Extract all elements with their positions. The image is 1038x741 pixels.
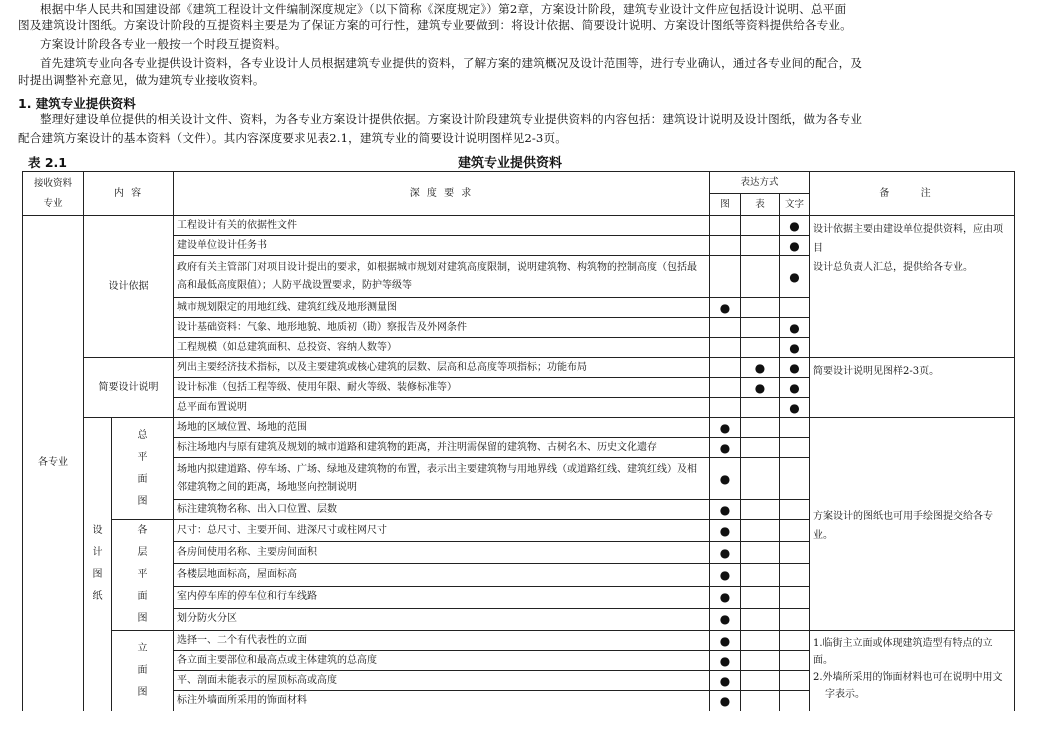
text-mark xyxy=(780,298,810,318)
text-mark xyxy=(780,542,810,564)
depth-cell: 划分防火分区 xyxy=(174,608,710,630)
drawing-mark xyxy=(710,236,741,256)
table-mark xyxy=(741,298,780,318)
depth-cell: 标注外墙面所采用的饰面材料 xyxy=(174,691,710,711)
remark-line: 字表示。 xyxy=(825,689,865,700)
table-row xyxy=(23,358,1015,378)
table-mark xyxy=(741,542,780,564)
drawing-mark: ● xyxy=(710,608,741,630)
remark-drawings xyxy=(810,418,1015,631)
table-mark: ● xyxy=(741,358,780,378)
requirements-table xyxy=(22,171,1015,711)
text-mark xyxy=(780,631,810,651)
table-mark xyxy=(741,586,780,608)
drawing-mark: ● xyxy=(710,631,741,651)
vertical-char: 面 xyxy=(137,473,148,485)
text-mark xyxy=(780,691,810,711)
text: 方案设计阶段各专业一般按一个时段互提资料。 xyxy=(40,37,287,51)
vertical-char: 面 xyxy=(137,664,148,676)
text-mark: ● xyxy=(780,256,810,298)
table-row xyxy=(23,216,1015,236)
depth-cell: 选择一、二个有代表性的立面 xyxy=(174,631,710,651)
table-mark xyxy=(741,608,780,630)
text-mark xyxy=(780,564,810,586)
drawing-mark: ● xyxy=(710,520,741,542)
vertical-char: 图 xyxy=(137,686,148,698)
table-mark: ● xyxy=(741,378,780,398)
table-row xyxy=(23,418,1015,438)
table-mark xyxy=(741,564,780,586)
paragraph-2-line-1 xyxy=(18,37,1026,53)
vertical-char: 平 xyxy=(137,569,148,580)
depth-cell: 总平面布置说明 xyxy=(174,398,710,418)
drawing-mark: ● xyxy=(710,542,741,564)
text-mark: ● xyxy=(780,378,810,398)
group-design-basis: 设计依据 xyxy=(84,216,174,358)
drawing-mark: ● xyxy=(710,586,741,608)
table-mark xyxy=(741,691,780,711)
table-mark xyxy=(741,236,780,256)
table-mark xyxy=(741,338,780,358)
table-mark xyxy=(741,398,780,418)
text-mark xyxy=(780,651,810,671)
depth-cell: 室内停车库的停车位和行车线路 xyxy=(174,586,710,608)
drawing-mark: ● xyxy=(710,564,741,586)
text-mark xyxy=(780,520,810,542)
text-mark xyxy=(780,586,810,608)
remark-brief xyxy=(810,358,1015,418)
drawing-mark xyxy=(710,216,741,236)
drawing-mark xyxy=(710,256,741,298)
drawing-mark: ● xyxy=(710,671,741,691)
table-number: 表 2.1 xyxy=(28,155,67,170)
table-mark xyxy=(741,318,780,338)
vertical-char: 图 xyxy=(92,569,103,581)
table-mark xyxy=(741,520,780,542)
depth-cell: 场地的区域位置、场地的范围 xyxy=(174,418,710,438)
text-mark: ● xyxy=(780,318,810,338)
text: 整理好建设单位提供的相关设计文件、资料，为各专业方案设计提供依据。方案设计阶段建筑专业提供资料的内容包括：建筑设计说明及设计图纸，做为各专业 xyxy=(40,112,863,126)
drawing-mark xyxy=(710,398,741,418)
drawing-mark xyxy=(710,318,741,338)
group-brief-description: 简要设计说明 xyxy=(84,358,174,418)
group-design-drawings xyxy=(84,418,112,711)
group-elevations xyxy=(112,631,174,711)
paragraph-1-line-1 xyxy=(18,2,1026,18)
header-receiver xyxy=(23,172,84,216)
vertical-char: 图 xyxy=(137,495,148,507)
vertical-char: 平 xyxy=(137,451,148,463)
remark-design-basis xyxy=(810,216,1015,358)
vertical-char: 计 xyxy=(92,547,103,559)
drawing-mark: ● xyxy=(710,651,741,671)
text-mark xyxy=(780,458,810,500)
depth-cell: 标注场地内与原有建筑及规划的城市道路和建筑物的距离，并注明需保留的建筑物、古树名木、历史文化遗存 xyxy=(174,438,710,458)
depth-cell: 设计标准（包括工程等级、使用年限、耐火等级、装修标准等） xyxy=(174,378,710,398)
group-floor-plans xyxy=(112,520,174,631)
remark-elevations xyxy=(810,631,1015,711)
vertical-char: 面 xyxy=(137,591,148,602)
depth-cell: 尺寸：总尺寸、主要开间、进深尺寸或柱网尺寸 xyxy=(174,520,710,542)
table-mark xyxy=(741,438,780,458)
depth-cell: 工程设计有关的依据性文件 xyxy=(174,216,710,236)
remark-line: 2.外墙所采用的饰面材料也可在说明中用文 xyxy=(813,672,1003,683)
paragraph-4-line-2: 配合建筑方案设计的基本资料（文件）。其内容深度要求见表2.1，建筑专业的简要设计说明图样见2-3页。 xyxy=(18,131,567,145)
text-mark: ● xyxy=(780,358,810,378)
text-mark xyxy=(780,608,810,630)
text-mark xyxy=(780,500,810,520)
table-mark xyxy=(741,418,780,438)
table-mark xyxy=(741,500,780,520)
vertical-char: 纸 xyxy=(92,591,103,603)
header-receiver-line-1: 接收资料 xyxy=(33,177,72,189)
text-mark xyxy=(780,438,810,458)
header-expression: 表达方式 xyxy=(710,172,810,194)
text: 首先建筑专业向各专业提供设计资料，各专业设计人员根据建筑专业提供的资料，了解方案的建筑概况及设计范围等，进行专业确认，通过各专业间的配合，及 xyxy=(40,56,863,70)
drawing-mark: ● xyxy=(710,418,741,438)
depth-cell: 城市规划限定的用地红线、建筑红线及地形测量图 xyxy=(174,298,710,318)
table-title: 建筑专业提供资料 xyxy=(458,156,563,171)
drawing-mark xyxy=(710,358,741,378)
header-content: 内 容 xyxy=(84,172,174,216)
vertical-char: 层 xyxy=(137,547,148,558)
receiver-cell: 各专业 xyxy=(23,216,84,711)
depth-cell: 列出主要经济技术指标，以及主要建筑或核心建筑的层数、层高和总高度等项指标；功能布局 xyxy=(174,358,710,378)
paragraph-1-line-2: 图及建筑设计图纸。方案设计阶段的互提资料主要是为了保证方案的可行性，建筑专业要做到：将设计依据、简要设计说明、方案设计图纸等资料提供给各专业。 xyxy=(18,18,852,32)
text-mark: ● xyxy=(780,338,810,358)
remark-line: 设计总负责人汇总，提供给各专业。 xyxy=(813,262,973,273)
table-mark xyxy=(741,458,780,500)
header-depth: 深 度 要 求 xyxy=(174,172,710,216)
vertical-char: 各 xyxy=(137,525,148,536)
depth-cell: 平、剖面未能表示的屋顶标高或高度 xyxy=(174,671,710,691)
table-mark xyxy=(741,671,780,691)
depth-cell: 政府有关主管部门对项目设计提出的要求，如根据城市规划对建筑高度限制，说明建筑物、构筑物的控制高度（包括最高和最低高度限值）；人防平战设置要求，防护等级等 xyxy=(174,256,710,298)
vertical-char: 立 xyxy=(137,642,148,654)
paragraph-3-line-1 xyxy=(18,56,1026,72)
text-mark: ● xyxy=(780,398,810,418)
header-text: 文字 xyxy=(780,194,810,216)
text-mark xyxy=(780,671,810,691)
depth-cell: 工程规模（如总建筑面积、总投资、容纳人数等） xyxy=(174,338,710,358)
drawing-mark: ● xyxy=(710,458,741,500)
depth-cell: 建设单位设计任务书 xyxy=(174,236,710,256)
header-receiver-line-2: 专业 xyxy=(43,197,63,209)
drawing-mark xyxy=(710,338,741,358)
vertical-char: 设 xyxy=(92,525,103,537)
header-row-1 xyxy=(23,172,1015,194)
depth-cell: 场地内拟建道路、停车场、广场、绿地及建筑物的布置，表示出主要建筑物与用地界线（或道路红线、建筑红线）及相邻建筑物之间的距离，场地竖向控制说明 xyxy=(174,458,710,500)
remark-line: 1.临街主立面或体现建筑造型有特点的立面。 xyxy=(813,638,993,666)
drawing-mark: ● xyxy=(710,438,741,458)
table-mark xyxy=(741,216,780,236)
table-mark xyxy=(741,631,780,651)
drawing-mark: ● xyxy=(710,500,741,520)
header-table: 表 xyxy=(741,194,780,216)
drawing-mark xyxy=(710,378,741,398)
vertical-char: 图 xyxy=(137,613,148,624)
header-remarks: 备 注 xyxy=(810,172,1015,216)
text-mark xyxy=(780,418,810,438)
remark-line: 设计依据主要由建设单位提供资料，应由项目 xyxy=(813,224,1003,254)
table-row xyxy=(23,631,1015,651)
depth-cell: 各楼层地面标高，屋面标高 xyxy=(174,564,710,586)
drawing-mark: ● xyxy=(710,691,741,711)
paragraph-3-line-2: 时提出调整补充意见，做为建筑专业接收资料。 xyxy=(18,73,265,87)
table-mark xyxy=(741,651,780,671)
depth-cell: 标注建筑物名称、出入口位置、层数 xyxy=(174,500,710,520)
text: 根据中华人民共和国建设部《建筑工程设计文件编制深度规定》（以下简称《深度规定》）第2章，方案设计阶段，建筑专业设计文件应包括设计说明、总平面 xyxy=(40,2,847,16)
depth-cell: 各立面主要部位和最高点或主体建筑的总高度 xyxy=(174,651,710,671)
section-heading: 1. 建筑专业提供资料 xyxy=(18,96,136,111)
table-mark xyxy=(741,256,780,298)
depth-cell: 各房间使用名称、主要房间面积 xyxy=(174,542,710,564)
text-mark: ● xyxy=(780,216,810,236)
paragraph-4-line-1 xyxy=(18,112,1026,128)
vertical-char: 总 xyxy=(137,429,148,441)
remark-line: 方案设计的图纸也可用手绘图提交给各专业。 xyxy=(813,511,993,541)
drawing-mark: ● xyxy=(710,298,741,318)
group-site-plan xyxy=(112,418,174,520)
text-mark: ● xyxy=(780,236,810,256)
header-drawing: 图 xyxy=(710,194,741,216)
depth-cell: 设计基础资料：气象、地形地貌、地质初（勘）察报告及外网条件 xyxy=(174,318,710,338)
remark-line: 简要设计说明见图样2-3页。 xyxy=(813,366,940,377)
